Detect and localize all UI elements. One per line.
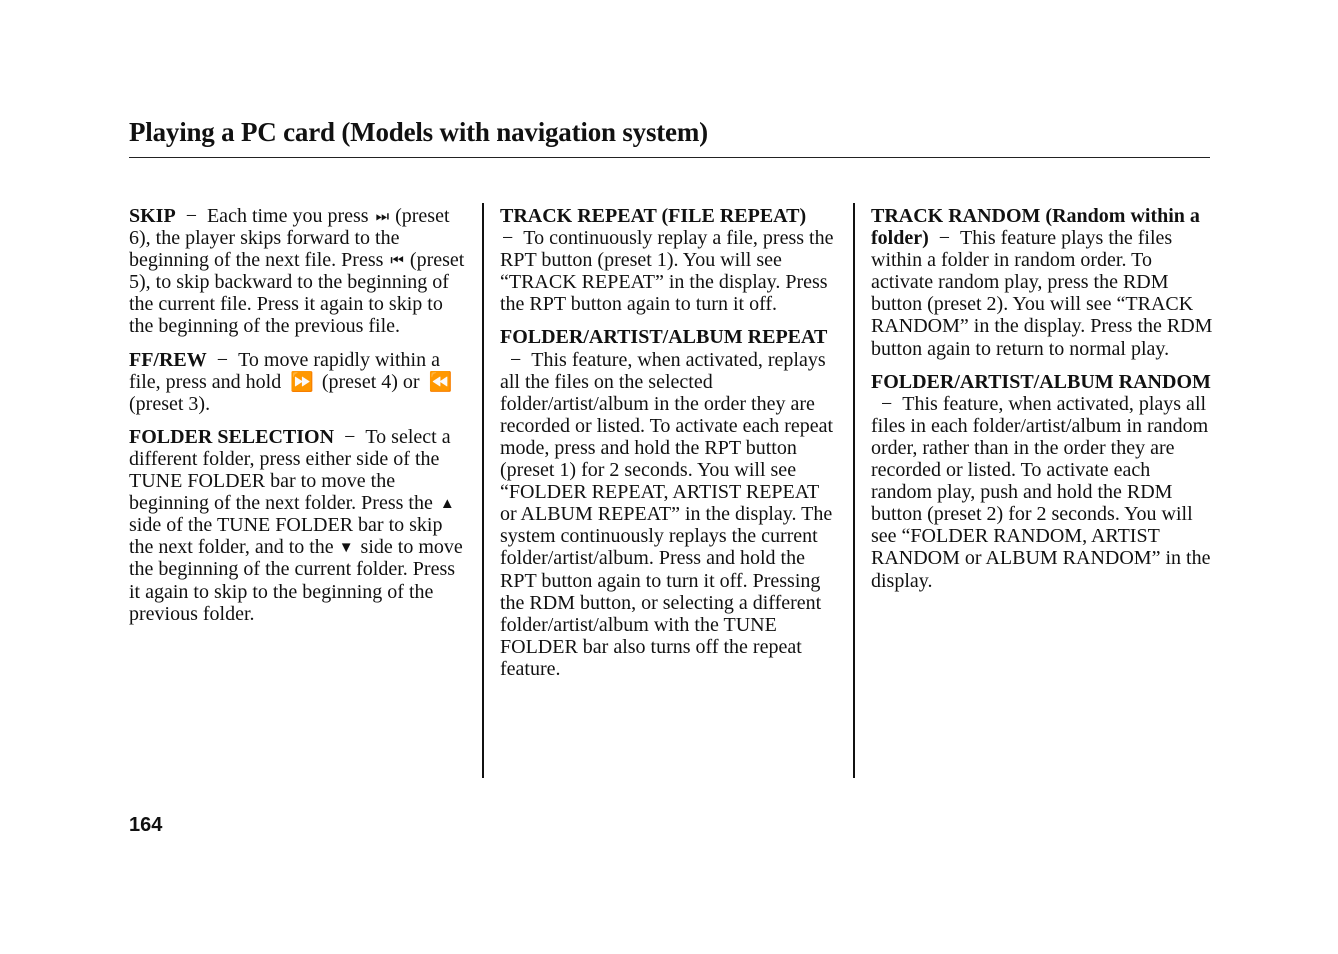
folder-selection-paragraph bbox=[129, 426, 469, 625]
skip-text-2: (preset 6), the player skips forward to the beginning of the next file. Press bbox=[129, 205, 450, 272]
folder-random-text: This feature, when activated, plays all files in each folder/artist/album in random order, rather than in the order they are recorded or listed. To activate each random play, push and hold the RDM button (preset 2) for 2 seconds. You will see “FOLDER RANDOM, ARTIST RANDOM or ALBUM RANDOM” in the display. bbox=[871, 392, 1211, 592]
dash: − bbox=[938, 227, 951, 250]
fast-forward-icon: ⏩ bbox=[290, 371, 309, 393]
dash: − bbox=[510, 348, 522, 371]
skip-text-1: Each time you press bbox=[206, 205, 369, 227]
folder-text-3: side to move the beginning of the current folder. Press it again to skip to the beginning of the previous folder. bbox=[129, 536, 463, 625]
folder-text-1: To select a different folder, press either side of the TUNE FOLDER bar to move the beginning of the next folder. Press the bbox=[129, 425, 451, 515]
skip-text-3: (preset 5), to skip backward to the beginning of the current file. Press it again to skip to the beginning of the previous file. bbox=[129, 249, 465, 338]
ffrew-text-1: To move rapidly within a file, press and hold bbox=[129, 348, 440, 393]
column-divider-2 bbox=[853, 203, 855, 778]
column-1 bbox=[129, 205, 469, 636]
dash: − bbox=[216, 348, 229, 371]
track-repeat-text: To continuously replay a file, press the RPT button (preset 1). You will see “TRACK REPEAT” in the display. Press the RPT button again to turn it off. bbox=[500, 227, 834, 316]
track-random-paragraph bbox=[871, 205, 1213, 360]
folder-repeat-heading: FOLDER/ARTIST/ALBUM REPEAT bbox=[500, 326, 828, 349]
folder-repeat-text: This feature, when activated, replays all the files on the selected folder/artist/album in the order they are recorded or listed. To activate each repeat mode, press and hold the RPT button (preset 1) for 2 seconds. You will see “FOLDER REPEAT, ARTIST REPEAT or ALBUM REPEAT” in the display. The system continuously replays the current folder/artist/album. Press and hold the RPT button again to turn it off. Pressing the RDM button, or selecting a different folder/artist/album with the TUNE FOLDER bar also turns off the repeat feature. bbox=[500, 348, 834, 680]
folder-selection-heading: FOLDER SELECTION bbox=[129, 425, 335, 448]
ffrew-heading: FF/REW bbox=[129, 348, 207, 371]
ffrew-text-3: (preset 3). bbox=[129, 392, 211, 415]
up-arrow-icon: ▲ bbox=[439, 496, 455, 513]
ffrew-text-2: (preset 4) or bbox=[321, 370, 420, 393]
column-3 bbox=[871, 205, 1213, 603]
folder-repeat-paragraph bbox=[500, 326, 838, 680]
folder-random-heading: FOLDER/ARTIST/ALBUM RANDOM bbox=[871, 370, 1211, 393]
track-repeat-heading: TRACK REPEAT (FILE REPEAT) bbox=[500, 205, 807, 227]
page-number: 164 bbox=[129, 814, 163, 836]
page-title: Playing a PC card (Models with navigation system) bbox=[129, 117, 708, 147]
track-repeat-paragraph bbox=[500, 205, 838, 315]
title-divider bbox=[129, 157, 1210, 158]
track-random-heading: TRACK RANDOM (Random within a folder) bbox=[871, 205, 1200, 250]
rewind-icon: ⏪ bbox=[428, 371, 448, 393]
folder-random-paragraph bbox=[871, 371, 1213, 592]
column-divider-1 bbox=[482, 203, 484, 778]
column-2 bbox=[500, 205, 838, 691]
folder-text-2: side of the TUNE FOLDER bar to skip the next folder, and to the bbox=[129, 514, 443, 559]
dash: − bbox=[881, 392, 893, 415]
dash: − bbox=[344, 425, 356, 448]
down-arrow-icon: ▼ bbox=[338, 540, 354, 557]
ffrew-paragraph bbox=[129, 349, 469, 415]
skip-forward-icon: ⏭ bbox=[375, 209, 387, 225]
skip-paragraph bbox=[129, 205, 469, 338]
skip-heading: SKIP bbox=[129, 205, 176, 227]
dash: − bbox=[502, 227, 514, 250]
dash: − bbox=[185, 205, 197, 227]
skip-back-icon: ⏮ bbox=[390, 253, 401, 270]
track-random-text: This feature plays the files within a folder in random order. To activate random play, press the RDM button (preset 2). You will see “TRACK RANDOM” in the display. Press the RDM button again to return to normal play. bbox=[871, 227, 1213, 360]
